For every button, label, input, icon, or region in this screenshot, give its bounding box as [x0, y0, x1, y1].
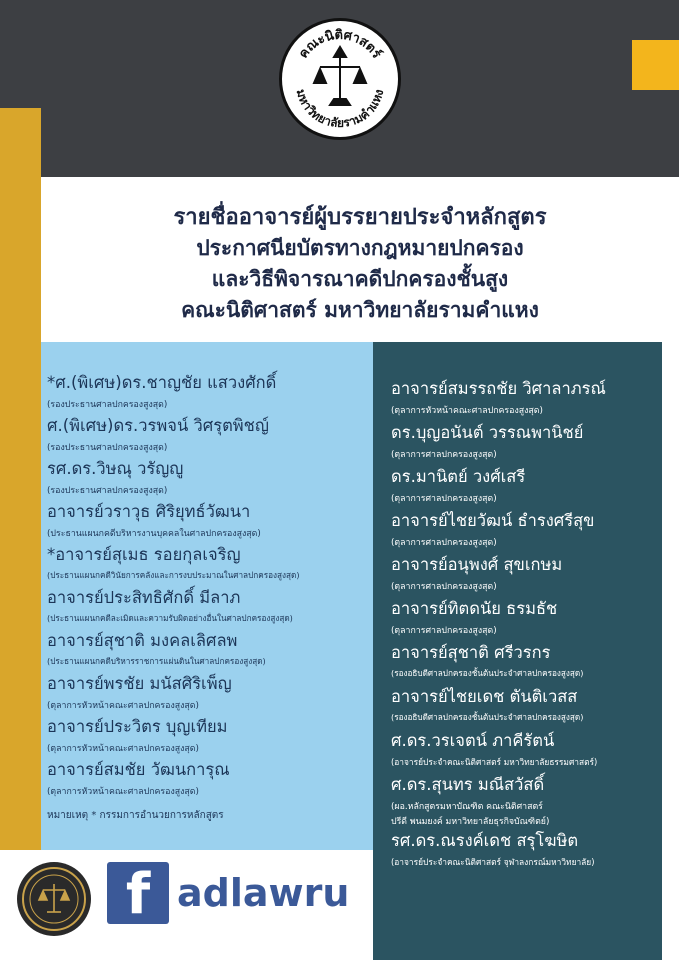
lecturer-role: (ตุลาการหัวหน้าคณะศาลปกครองสูงสุด): [391, 406, 543, 416]
lecturer-role: (ประธานแผนกคดีละเมิดและความรับผิดอย่างอื่นในศาลปกครองสูงสุด): [47, 613, 293, 623]
lecturer-name: อาจารย์ไชยวัฒน์ ธำรงศรีสุข: [391, 511, 595, 530]
list-item: [391, 772, 549, 828]
list-item: [391, 728, 597, 769]
footnote: หมายเหตุ * กรรมการอำนวยการหลักสูตร: [47, 810, 224, 821]
lecturer-role: (รองประธานศาลปกครองสูงสุด): [47, 486, 168, 496]
lecturer-role: (ประธานแผนกคดีบริหารงานบุคคลในศาลปกครองสูงสุด): [47, 529, 261, 539]
list-item: [47, 585, 293, 625]
list-item: [391, 552, 562, 593]
list-item: [47, 671, 232, 712]
scales-emblem-icon: [314, 47, 366, 105]
title-line-2: ประกาศนียบัตรทางกฎหมายปกครอง: [196, 236, 524, 260]
lecturer-role: (ผอ.หลักสูตรมหาบัณฑิต คณะนิติศาสตร์: [391, 802, 543, 812]
lecturer-name: อาจารย์พรชัย มนัสศิริเพ็ญ: [47, 674, 232, 693]
list-item: [47, 757, 230, 798]
list-item: [47, 456, 183, 497]
lecturer-name: *ศ.(พิเศษ)ดร.ชาญชัย แสวงศักดิ์: [47, 373, 277, 392]
lecturer-name: อาจารย์ทิตดนัย ธรมธัช: [391, 599, 558, 618]
title-line-4: คณะนิติศาสตร์ มหาวิทยาลัยรามคำแหง: [181, 298, 539, 322]
lecturer-role: (รองอธิบดีศาลปกครองชั้นต้นประจำศาลปกครองสูงสุด): [391, 668, 584, 678]
list-item: [391, 464, 525, 505]
lecturer-name: ดร.มานิตย์ วงศ์เสรี: [391, 467, 526, 486]
lecturer-name: *อาจารย์สุเมธ รอยกุลเจริญ: [47, 545, 241, 564]
list-item: [391, 684, 583, 724]
lecturer-name: รศ.ดร.ณรงค์เดช สรุโฆษิต: [391, 831, 579, 850]
court-emblem-logo: [17, 862, 91, 936]
lecturer-role: (ตุลาการศาลปกครองสูงสุด): [391, 626, 497, 636]
lecturer-role: (ตุลาการหัวหน้าคณะศาลปกครองสูงสุด): [47, 787, 199, 797]
lecturer-name: อาจารย์อนุพงศ์ สุขเกษม: [391, 555, 563, 574]
lecturer-name: อาจารย์สุชาติ มงคลเลิศลพ: [47, 631, 238, 650]
scales-icon: [17, 862, 91, 936]
lecturer-name: อาจารย์ไชยเดช ตันติเวสส: [391, 687, 578, 706]
list-item: [391, 640, 583, 680]
lecturer-role: (ตุลาการศาลปกครองสูงสุด): [391, 450, 497, 460]
lecturer-name: อาจารย์ประสิทธิศักดิ์ มีลาภ: [47, 588, 241, 607]
list-item: [391, 508, 594, 549]
lecturer-role-continued: ปรีดี พนมยงค์ มหาวิทยาลัยธุรกิจบัณฑิตย์): [391, 817, 550, 827]
list-item: [47, 542, 300, 582]
lecturer-role: (อาจารย์ประจำคณะนิติศาสตร์ มหาวิทยาลัยธรรมศาสตร์): [391, 757, 598, 767]
list-item: [47, 413, 269, 454]
lecturer-name: อาจารย์วราวุธ ศิริยุทธ์วัฒนา: [47, 502, 251, 521]
title-block: [41, 177, 679, 342]
lecturer-role: (ตุลาการศาลปกครองสูงสุด): [391, 538, 497, 548]
list-item: [391, 596, 557, 637]
list-item: [391, 376, 606, 417]
lecturer-name: ดร.บุญอนันต์ วรรณพานิชย์: [391, 423, 584, 442]
facebook-icon[interactable]: [107, 862, 169, 927]
lecturer-name: อาจารย์สมรรถชัย วิศาลาภรณ์: [391, 379, 606, 398]
lecturer-name: ศ.(พิเศษ)ดร.วรพจน์ วิศรุตพิชญ์: [47, 416, 269, 435]
lecturer-name: อาจารย์ประวิตร บุญเทียม: [47, 717, 228, 736]
facebook-page-name[interactable]: adlawru: [177, 871, 350, 915]
title-line-3: และวิธีพิจารณาคดีปกครองชั้นสูง: [211, 267, 509, 291]
lecturer-name: อาจารย์สมชัย วัฒนการุณ: [47, 760, 230, 779]
list-item: [47, 499, 261, 540]
lecturer-name: ศ.ดร.สุนทร มณีสวัสดิ์: [391, 775, 545, 794]
list-item: [391, 828, 594, 869]
lecturer-name: ศ.ดร.วรเจตน์ ภาคีรัตน์: [391, 731, 555, 750]
lecturer-role: (อาจารย์ประจำคณะนิติศาสตร์ จุฬาลงกรณ์มหาวิทยาลัย): [391, 857, 595, 867]
lecturer-role: (ตุลาการศาลปกครองสูงสุด): [391, 494, 497, 504]
list-item: [391, 420, 583, 461]
lecturer-role: (ประธานแผนกคดีบริหารราชการแผ่นดินในศาลปกครองสูงสุด): [47, 656, 266, 666]
gold-accent-square: [632, 40, 679, 90]
lecturer-role: (รองประธานศาลปกครองสูงสุด): [47, 400, 168, 410]
lecturer-role: (รองประธานศาลปกครองสูงสุด): [47, 443, 168, 453]
list-item: [47, 370, 276, 411]
lecturer-role: (ตุลาการหัวหน้าคณะศาลปกครองสูงสุด): [47, 701, 199, 711]
lecturer-name: อาจารย์สุชาติ ศรีวรกร: [391, 643, 551, 662]
seal-text-top: คณะนิติศาสตร์: [296, 27, 384, 62]
gold-accent-bar: [0, 108, 41, 960]
faculty-seal-logo: [279, 18, 401, 140]
right-lecturer-column: [373, 342, 662, 960]
lecturer-role: (ตุลาการศาลปกครองสูงสุด): [391, 582, 497, 592]
list-item: [47, 714, 228, 755]
seal-graphic: [282, 21, 398, 137]
lecturer-role: (ตุลาการหัวหน้าคณะศาลปกครองสูงสุด): [47, 744, 199, 754]
title-line-1: รายชื่ออาจารย์ผู้บรรยายประจำหลักสูตร: [173, 205, 547, 230]
facebook-glyph: f: [125, 862, 151, 927]
left-lecturer-column: [41, 342, 373, 850]
lecturer-role: (ประธานแผนกคดีวินัยการคลังและการงบประมาณในศาลปกครองสูงสุด): [47, 570, 300, 580]
seal-text-bottom: มหาวิทยาลัยรามคำแหง: [293, 87, 387, 131]
lecturer-name: รศ.ดร.วิษณุ วรัญญู: [47, 459, 184, 478]
lecturer-role: (รองอธิบดีศาลปกครองชั้นต้นประจำศาลปกครองสูงสุด): [391, 712, 584, 722]
list-item: [47, 628, 266, 668]
